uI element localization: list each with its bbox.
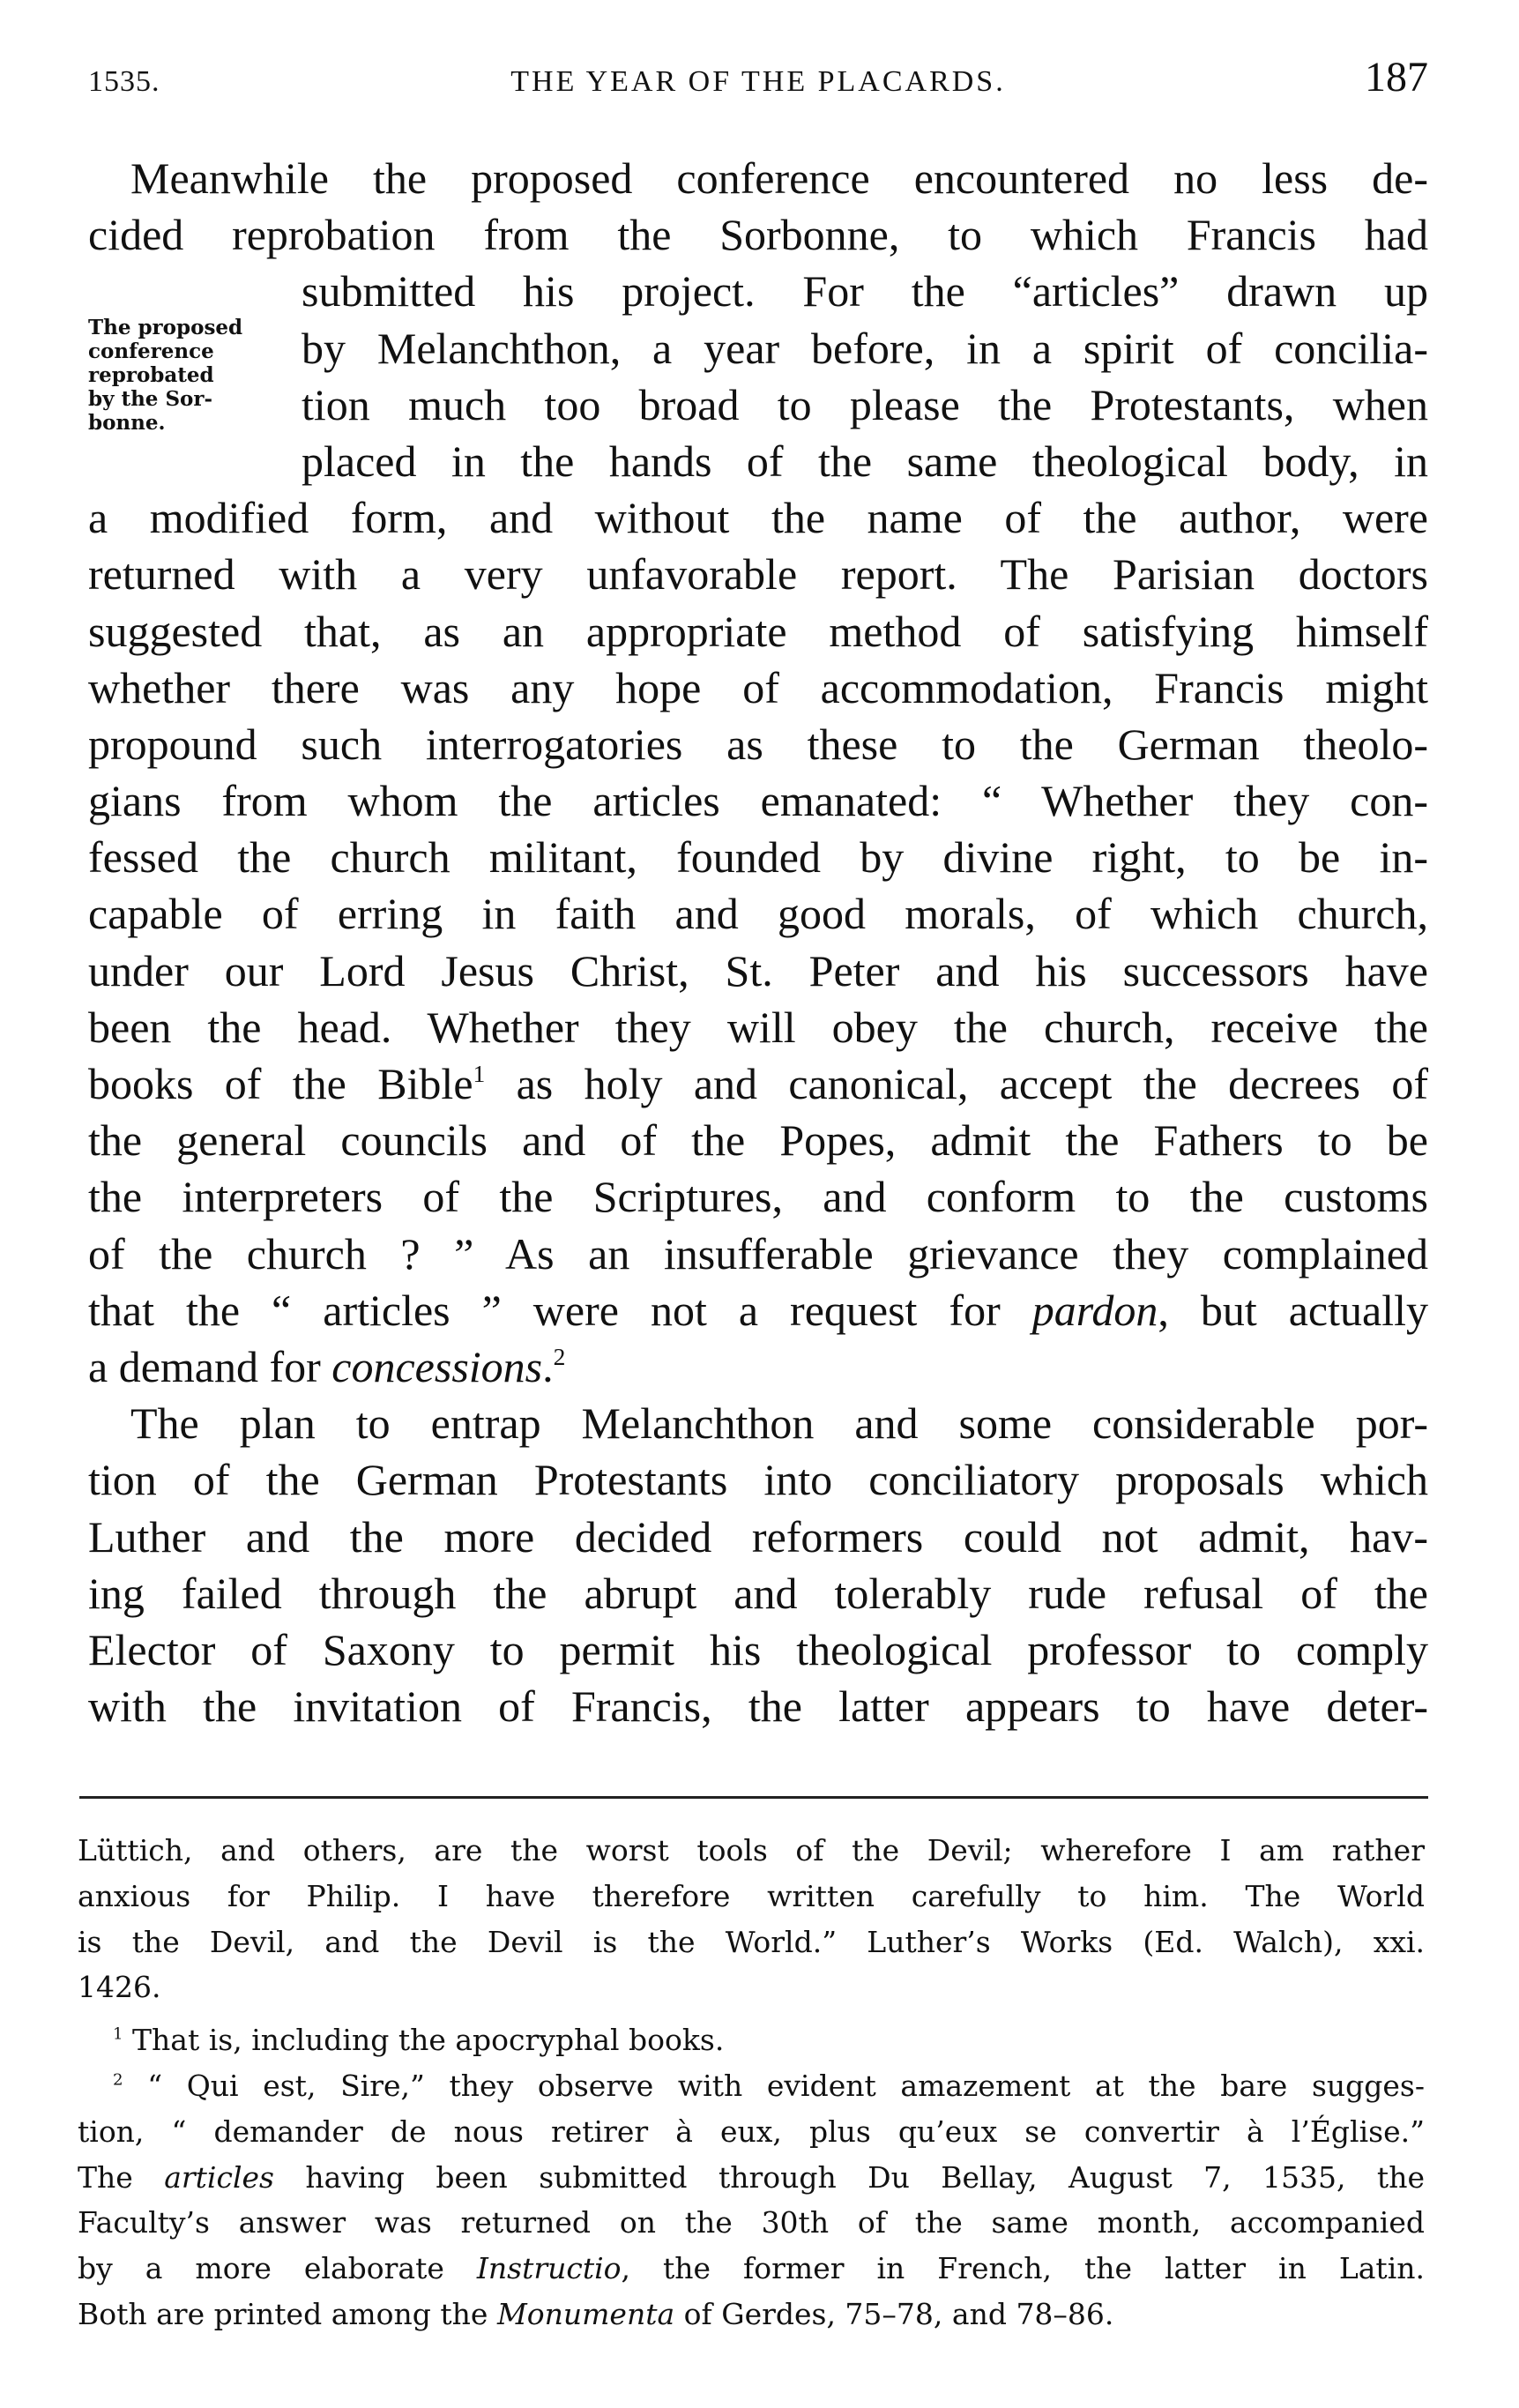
- text-line: with the invitation of Francis, the latter appears to have deter-: [88, 1681, 1428, 1732]
- italic-concessions: concessions: [331, 1341, 543, 1391]
- text-line: ing failed through the abrupt and tolerably rude refusal of the: [88, 1568, 1428, 1618]
- text-line: fessed the church militant, founded by divine right, to be in-: [88, 832, 1428, 883]
- margin-note-line: by the Sor-: [88, 387, 213, 411]
- text-line: that the “ articles ” were not a request for pardon, but actually: [88, 1285, 1428, 1335]
- italic-pardon: pardon: [1031, 1285, 1158, 1335]
- header-year: 1535.: [88, 65, 160, 98]
- margin-note-line: conference: [88, 339, 214, 363]
- footnote-marker-1: 1: [113, 2024, 123, 2044]
- footnote-2: [78, 2064, 1425, 2338]
- margin-note-line: reprobated: [88, 363, 214, 387]
- footnote-line: 1426.: [78, 1970, 161, 2005]
- text-line: cided reprobation from the Sorbonne, to which Francis had: [88, 210, 1428, 260]
- text-line: been the head. Whether they will obey the church, receive the: [88, 1002, 1428, 1052]
- text-line: a demand for concessions.$^2$: [88, 1341, 566, 1391]
- footnote-line: Both are printed among the Monumenta of Gerdes, 75–78, and 78–86.: [78, 2296, 1114, 2331]
- footnote-line: $^2$ “ Qui est, Sire,” they observe with evident amazement at the bare sugges-: [113, 2068, 1425, 2103]
- paragraph-1: [88, 150, 1428, 1395]
- footnotes: [78, 1829, 1425, 2338]
- footnote-divider: [79, 1796, 1428, 1799]
- footnote-line: Faculty’s answer was returned on the 30th of the same month, accompanied: [78, 2205, 1425, 2240]
- footnote-line: by a more elaborate Instructio, the former in French, the latter in Latin.: [78, 2251, 1425, 2286]
- text-line: books of the Bible$^1$ as holy and canonical, accept the decrees of: [88, 1059, 1428, 1108]
- text-line: submitted his project. For the “articles” drawn up: [302, 266, 1428, 317]
- running-header: [88, 53, 1428, 106]
- paragraph-2: [88, 1395, 1428, 1734]
- text-line: Meanwhile the proposed conference encountered no less de-: [130, 153, 1428, 203]
- text-line: tion much too broad to please the Protestants, when: [302, 379, 1428, 429]
- text-line: propound such interrogatories as these to the German theolo-: [88, 719, 1428, 769]
- text-line: returned with a very unfavorable report. The Parisian doctors: [88, 549, 1428, 600]
- footnote-marker-2: 2: [113, 2070, 123, 2090]
- text-line: tion of the German Protestants into conciliatory proposals which: [88, 1455, 1428, 1505]
- margin-note-line: The proposed: [88, 316, 243, 339]
- text-line: placed in the hands of the same theological body, in: [302, 436, 1428, 486]
- footnote-line: $^1$ That is, including the apocryphal books.: [113, 2023, 725, 2058]
- text-line: the interpreters of the Scriptures, and conform to the customs: [88, 1172, 1428, 1222]
- footnote-ref-2[interactable]: 2: [553, 1342, 566, 1370]
- footnote-line: is the Devil, and the Devil is the World.” Luther’s Works (Ed. Walch), xxi.: [78, 1924, 1425, 1959]
- italic-articles: articles: [164, 2159, 274, 2195]
- footnote-line: Lüttich, and others, are the worst tools of the Devil; wherefore I am rather: [78, 1833, 1425, 1868]
- main-text: [88, 150, 1428, 1734]
- text-line: whether there was any hope of accommodation, Francis might: [88, 662, 1428, 712]
- text-line: Luther and the more decided reformers could not admit, hav-: [88, 1511, 1428, 1562]
- text-line: of the church ? ” As an insufferable grievance they complained: [88, 1228, 1428, 1279]
- running-title: THE YEAR OF THE PLACARDS.: [510, 65, 1006, 98]
- text-line: capable of erring in faith and good morals, of which church,: [88, 889, 1428, 939]
- text-line: the general councils and of the Popes, admit the Fathers to be: [88, 1115, 1428, 1166]
- margin-note-line: bonne.: [88, 411, 166, 435]
- text-line: by Melanchthon, a year before, in a spirit of concilia-: [302, 323, 1428, 373]
- text-line: gians from whom the articles emanated: “ Whether they con-: [88, 776, 1428, 826]
- text-line: Elector of Saxony to permit his theological professor to comply: [88, 1624, 1428, 1674]
- footnote-continued: [78, 1829, 1425, 2011]
- text-line: The plan to entrap Melanchthon and some considerable por-: [130, 1398, 1428, 1449]
- text-line: under our Lord Jesus Christ, St. Peter and his successors have: [88, 945, 1428, 995]
- footnote-1: [78, 2018, 1425, 2064]
- text-line: suggested that, as an appropriate method of satisfying himself: [88, 606, 1428, 656]
- footnote-line: tion, “ demander de nous retirer à eux, plus qu’eux se convertir à l’Église.”: [78, 2114, 1425, 2149]
- page-number: 187: [1365, 54, 1428, 101]
- text-line: a modified form, and without the name of the author, were: [88, 493, 1428, 543]
- footnote-ref-1[interactable]: 1: [473, 1059, 486, 1087]
- italic-instructio: Instructio: [476, 2251, 622, 2286]
- footnote-line: anxious for Philip. I have therefore written carefully to him. The World: [78, 1878, 1425, 1913]
- italic-monumenta: Monumenta: [496, 2296, 675, 2331]
- footnote-line: The articles having been submitted through Du Bellay, August 7, 1535, the: [78, 2159, 1425, 2195]
